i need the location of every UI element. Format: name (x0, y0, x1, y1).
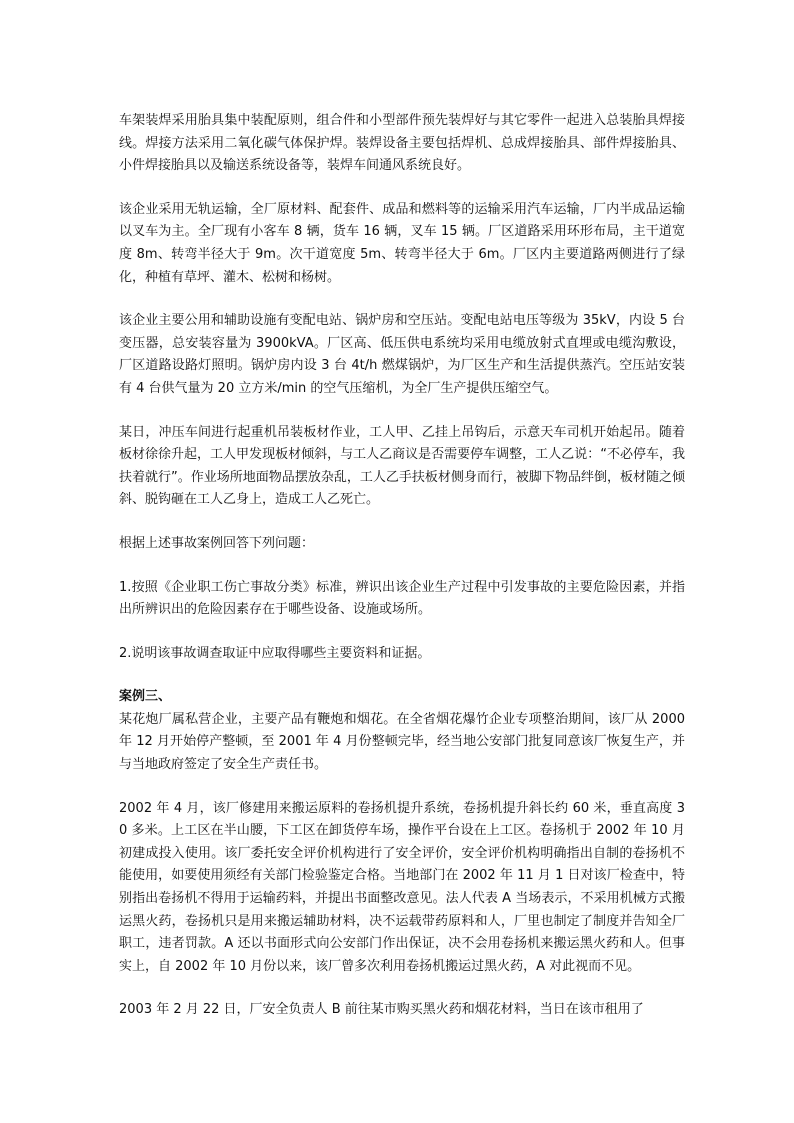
paragraph-accident: 某日，冲压车间进行起重机吊装板材作业，工人甲、乙挂上吊钩后，示意天车司机开始起吊。随着板材徐徐升起，工人甲发现板材倾斜，与工人乙商议是否需要停车调整，工人乙说：“不必停车，我扶着就行”。作业场所地面物品摆放杂乱，工人乙手扶板材侧身而行，被脚下物品绊倒，板材随之倾斜、脱钩砸在工人乙身上，造成工人乙死亡。 (119, 424, 685, 508)
paragraph-welding: 车架装焊采用胎具集中装配原则，组合件和小型部件预先装焊好与其它零件一起进入总装胎具焊接线。焊接方法采用二氧化碳气体保护焊。装焊设备主要包括焊机、总成焊接胎具、部件焊接胎具、小件焊接胎具以及输送系统设备等，装焊车间通风系统良好。 (119, 113, 685, 174)
question-1: 1.按照《企业职工伤亡事故分类》标准，辨识出该企业生产过程中引发事故的主要危险因素，并指出所辨识出的危险因素存在于哪些设备、设施或场所。 (119, 579, 685, 618)
paragraph-transport: 该企业采用无轨运输，全厂原材料、配套件、成品和燃料等的运输采用汽车运输，厂内半成品运输以叉车为主。全厂现有小客车 8 辆，货车 16 辆，叉车 15 辆。厂区道路采用环形布局，主干道宽度 8m、转弯半径大于 9m。次干道宽度 5m、转弯半径大于 6m。厂区内主要道路两侧进行了绿化，种植有草坪、灌木、松树和杨树。 (119, 201, 685, 285)
paragraph-questions-intro: 根据上述事故案例回答下列问题： (119, 535, 315, 551)
question-2: 2.说明该事故调查取证中应取得哪些主要资料和证据。 (119, 645, 431, 661)
paragraph-utilities: 该企业主要公用和辅助设施有变配电站、锅炉房和空压站。变配电站电压等级为 35kV，内设 5 台变压器，总安装容量为 3900kVA。厂区高、低压供电系统均采用电缆放射式直埋或电缆沟敷设，厂区道路设路灯照明。锅炉房内设 3 台 4t/h 燃煤锅炉，为厂区生产和生活提供蒸汽。空压站安装有 4 台供气量为 20 立方米/min 的空气压缩机，为全厂生产提供压缩空气。 (119, 313, 685, 396)
case-3-heading: 案例三、 (119, 689, 172, 705)
case-3-paragraph-2: 2002 年 4 月，该厂修建用来搬运原料的卷扬机提升系统，卷扬机提升斜长约 60 米，垂直高度 30 多米。上工区在半山腰，下工区在卸货停车场，操作平台设在上工区。卷扬机于 2002 年 10 月初建成投入使用。该厂委托安全评价机构进行了安全评价，安全评价机构明确指出自制的卷扬机不能使用，如要使用须经有关部门检验鉴定合格。当地部门在 2002 年 11 月 1 日对该厂检查中，特别指出卷扬机不得用于运输药料，并提出书面整改意见。法人代表 A 当场表示，不采用机械方式搬运黑火药，卷扬机只是用来搬运辅助材料，决不运载带药原料和人，厂里也制定了制度并告知全厂职工，违者罚款。A 还以书面形式向公安部门作出保证，决不会用卷扬机来搬运黑火药和人。但事实上，自 2002 年 10 月份以来，该厂曾多次利用卷扬机搬运过黑火药，A 对此视而不见。 (119, 800, 685, 974)
case-3-paragraph-1: 某花炮厂属私营企业，主要产品有鞭炮和烟花。在全省烟花爆竹企业专项整治期间，该厂从 2000 年 12 月开始停产整顿，至 2001 年 4 月份整顿完毕，经当地公安部门批复同意该厂恢复生产，并与当地政府签定了安全生产责任书。 (119, 711, 685, 773)
case-3-paragraph-3: 2003 年 2 月 22 日，厂安全负责人 B 前往某市购买黑火药和烟花材料，当日在该市租用了 (119, 1002, 644, 1018)
document-page (119, 110, 685, 1022)
